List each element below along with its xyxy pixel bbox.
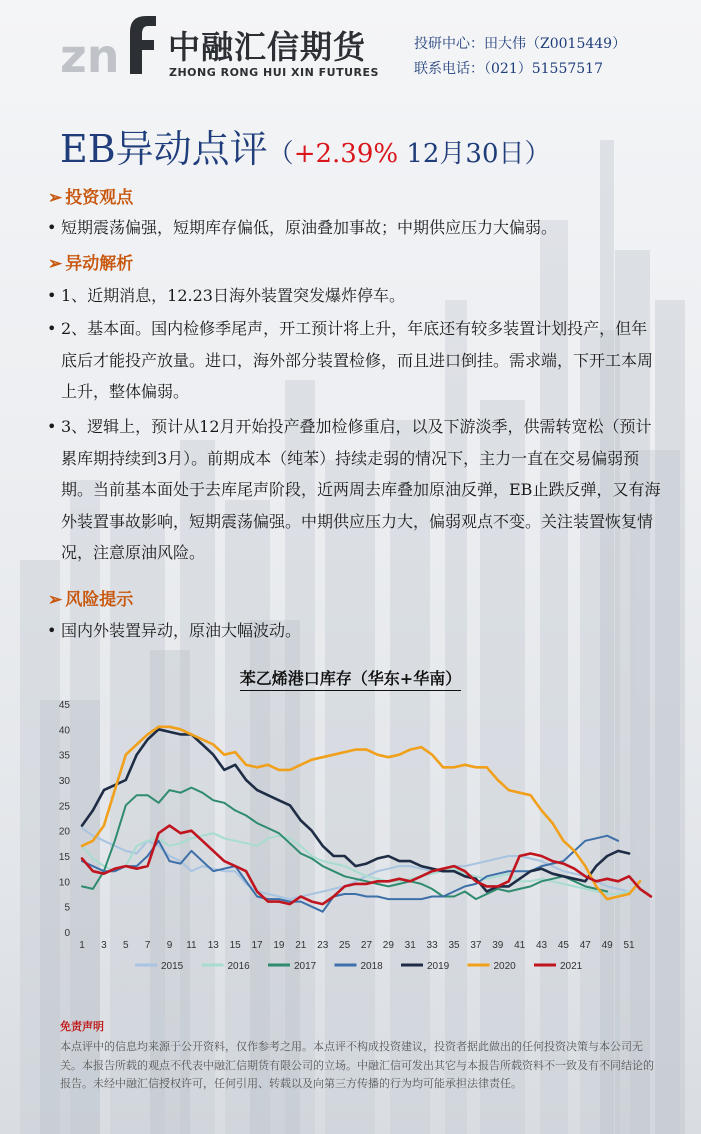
y-tick-label: 10 <box>58 877 70 889</box>
y-tick-label: 0 <box>64 928 70 939</box>
bullet-icon: • <box>47 621 57 640</box>
list-item-text: 国内外装置异动，原油大幅波动。 <box>61 621 302 640</box>
research-contact: 投研中心：田大伟（Z0015449） <box>414 36 627 52</box>
y-tick-label: 5 <box>64 902 70 914</box>
page-title <box>60 118 551 173</box>
bullet-icon: • <box>47 319 57 338</box>
list-item <box>47 280 662 312</box>
company-name-en: ZHONG RONG HUI XIN FUTURES <box>169 66 379 79</box>
x-tick-label: 43 <box>535 940 548 951</box>
x-tick-label: 27 <box>360 940 373 951</box>
x-tick-label: 21 <box>295 940 307 951</box>
list-item-text: 短期震荡偏强，短期库存偏低，原油叠加事故；中期供应压力大偏弱。 <box>61 218 558 237</box>
x-tick-label: 39 <box>492 940 504 951</box>
x-tick-label: 49 <box>601 940 613 951</box>
section-heading-label: 风险提示 <box>65 590 134 610</box>
bullet-icon: • <box>47 218 57 237</box>
x-tick-label: 3 <box>101 940 107 951</box>
x-tick-label: 23 <box>317 940 329 951</box>
legend-label: 2020 <box>493 961 516 972</box>
x-tick-label: 13 <box>207 940 219 951</box>
list-item-text: 1、近期消息，12.23日海外装置突发爆炸停车。 <box>61 286 405 305</box>
list-item <box>47 212 662 244</box>
section-heading-risk <box>48 585 133 610</box>
inventory-line-chart <box>0 690 701 990</box>
list-item-text: 2、基本面。国内检修季尾声，开工预计将上升，年底还有较多装置计划投产，但年底后才能投产放量。进口，海外部分装置检修，而且进口倒挂。需求端，下开工本周上升，整体偏弱。 <box>61 319 654 401</box>
title-main: EB异动点评 <box>60 127 268 171</box>
legend-label: 2015 <box>161 961 184 972</box>
x-tick-label: 45 <box>557 940 569 951</box>
legend-label: 2017 <box>294 961 317 972</box>
x-tick-label: 31 <box>404 940 416 951</box>
arrow-icon: ➢ <box>48 188 63 208</box>
list-item <box>47 313 662 408</box>
series-line-2015 <box>82 828 629 899</box>
y-tick-label: 35 <box>58 750 70 762</box>
list-item-text: 3、逻辑上，预计从12月开始投产叠加检修重启，以及下游淡季，供需转宽松（预计累库期持续到3月）。前期成本（纯苯）持续走弱的情况下，主力一直在交易偏弱预期。当前基本面处于去库尾声阶段，近两周去库叠加原油反弹，EB止跌反弹，又有海外装置事故影响，短期震荡偏强。中期供应压力大，偏弱观点不变。关注装置恢复情况，注意原油风险。 <box>61 417 661 562</box>
chart-title <box>0 666 701 689</box>
price-change: +2.39% <box>293 139 399 169</box>
section-heading-analysis <box>48 249 133 274</box>
phone-contact: 联系电话：（021）51557517 <box>414 61 603 77</box>
x-tick-label: 37 <box>470 940 482 951</box>
x-tick-label: 7 <box>144 940 151 951</box>
disclaimer-heading: 免责声明 <box>60 1020 104 1033</box>
arrow-icon: ➢ <box>48 590 63 610</box>
x-tick-label: 11 <box>186 940 197 951</box>
x-tick-label: 41 <box>514 940 526 951</box>
x-tick-label: 9 <box>166 940 173 951</box>
list-item <box>47 615 662 647</box>
x-tick-label: 33 <box>426 940 438 951</box>
x-tick-label: 47 <box>579 940 591 951</box>
title-paren-close: ） <box>524 139 551 169</box>
x-tick-label: 25 <box>339 940 351 951</box>
x-tick-label: 5 <box>122 940 129 951</box>
bullet-icon: • <box>47 417 57 436</box>
section-heading-view <box>48 183 133 208</box>
y-tick-label: 20 <box>58 826 70 838</box>
x-tick-label: 17 <box>251 940 263 951</box>
series-line-2019 <box>82 729 629 891</box>
y-tick-label: 25 <box>58 801 70 813</box>
bullet-icon: • <box>47 286 57 305</box>
company-logo-icon <box>60 10 160 78</box>
svg-text:zn: zn <box>60 29 120 78</box>
series-line-2018 <box>82 836 618 912</box>
legend-label: 2021 <box>560 961 583 972</box>
y-tick-label: 30 <box>58 776 70 787</box>
legend-label: 2016 <box>227 961 250 972</box>
section-heading-label: 投资观点 <box>65 188 134 208</box>
x-tick-label: 1 <box>79 940 85 951</box>
chart-title-text: 苯乙烯港口库存（华东+华南） <box>240 669 461 691</box>
y-tick-label: 40 <box>58 725 70 737</box>
x-tick-label: 51 <box>623 940 635 951</box>
x-tick-label: 15 <box>229 940 241 951</box>
title-paren-open: （ <box>267 139 294 169</box>
title-date: 12月30日 <box>398 139 525 169</box>
x-tick-label: 29 <box>382 940 394 951</box>
list-item <box>47 411 662 569</box>
y-tick-label: 45 <box>58 700 70 711</box>
section-heading-label: 异动解析 <box>65 254 134 274</box>
x-tick-label: 35 <box>448 940 460 951</box>
disclaimer-text: 本点评中的信息均来源于公开资料，仅作参考之用。本点评不构成投资建议，投资者据此做出的任何投资决策与本公司无关。本报告所载的观点不代表中融汇信期货有限公司的立场。中融汇信可发出其它与本报告所载资料不一致及有不同结论的报告。未经中融汇信授权许可，任何引用、转载以及向第三方传播的行为均可能承担法律责任。 <box>60 1040 654 1090</box>
x-tick-label: 19 <box>273 940 285 951</box>
company-name-cn: 中融汇信期货 <box>168 28 367 66</box>
header <box>0 0 701 100</box>
arrow-icon: ➢ <box>48 254 63 274</box>
legend-label: 2018 <box>360 961 383 972</box>
legend-label: 2019 <box>427 961 450 972</box>
contact-info <box>414 32 626 82</box>
y-tick-label: 15 <box>58 852 70 863</box>
